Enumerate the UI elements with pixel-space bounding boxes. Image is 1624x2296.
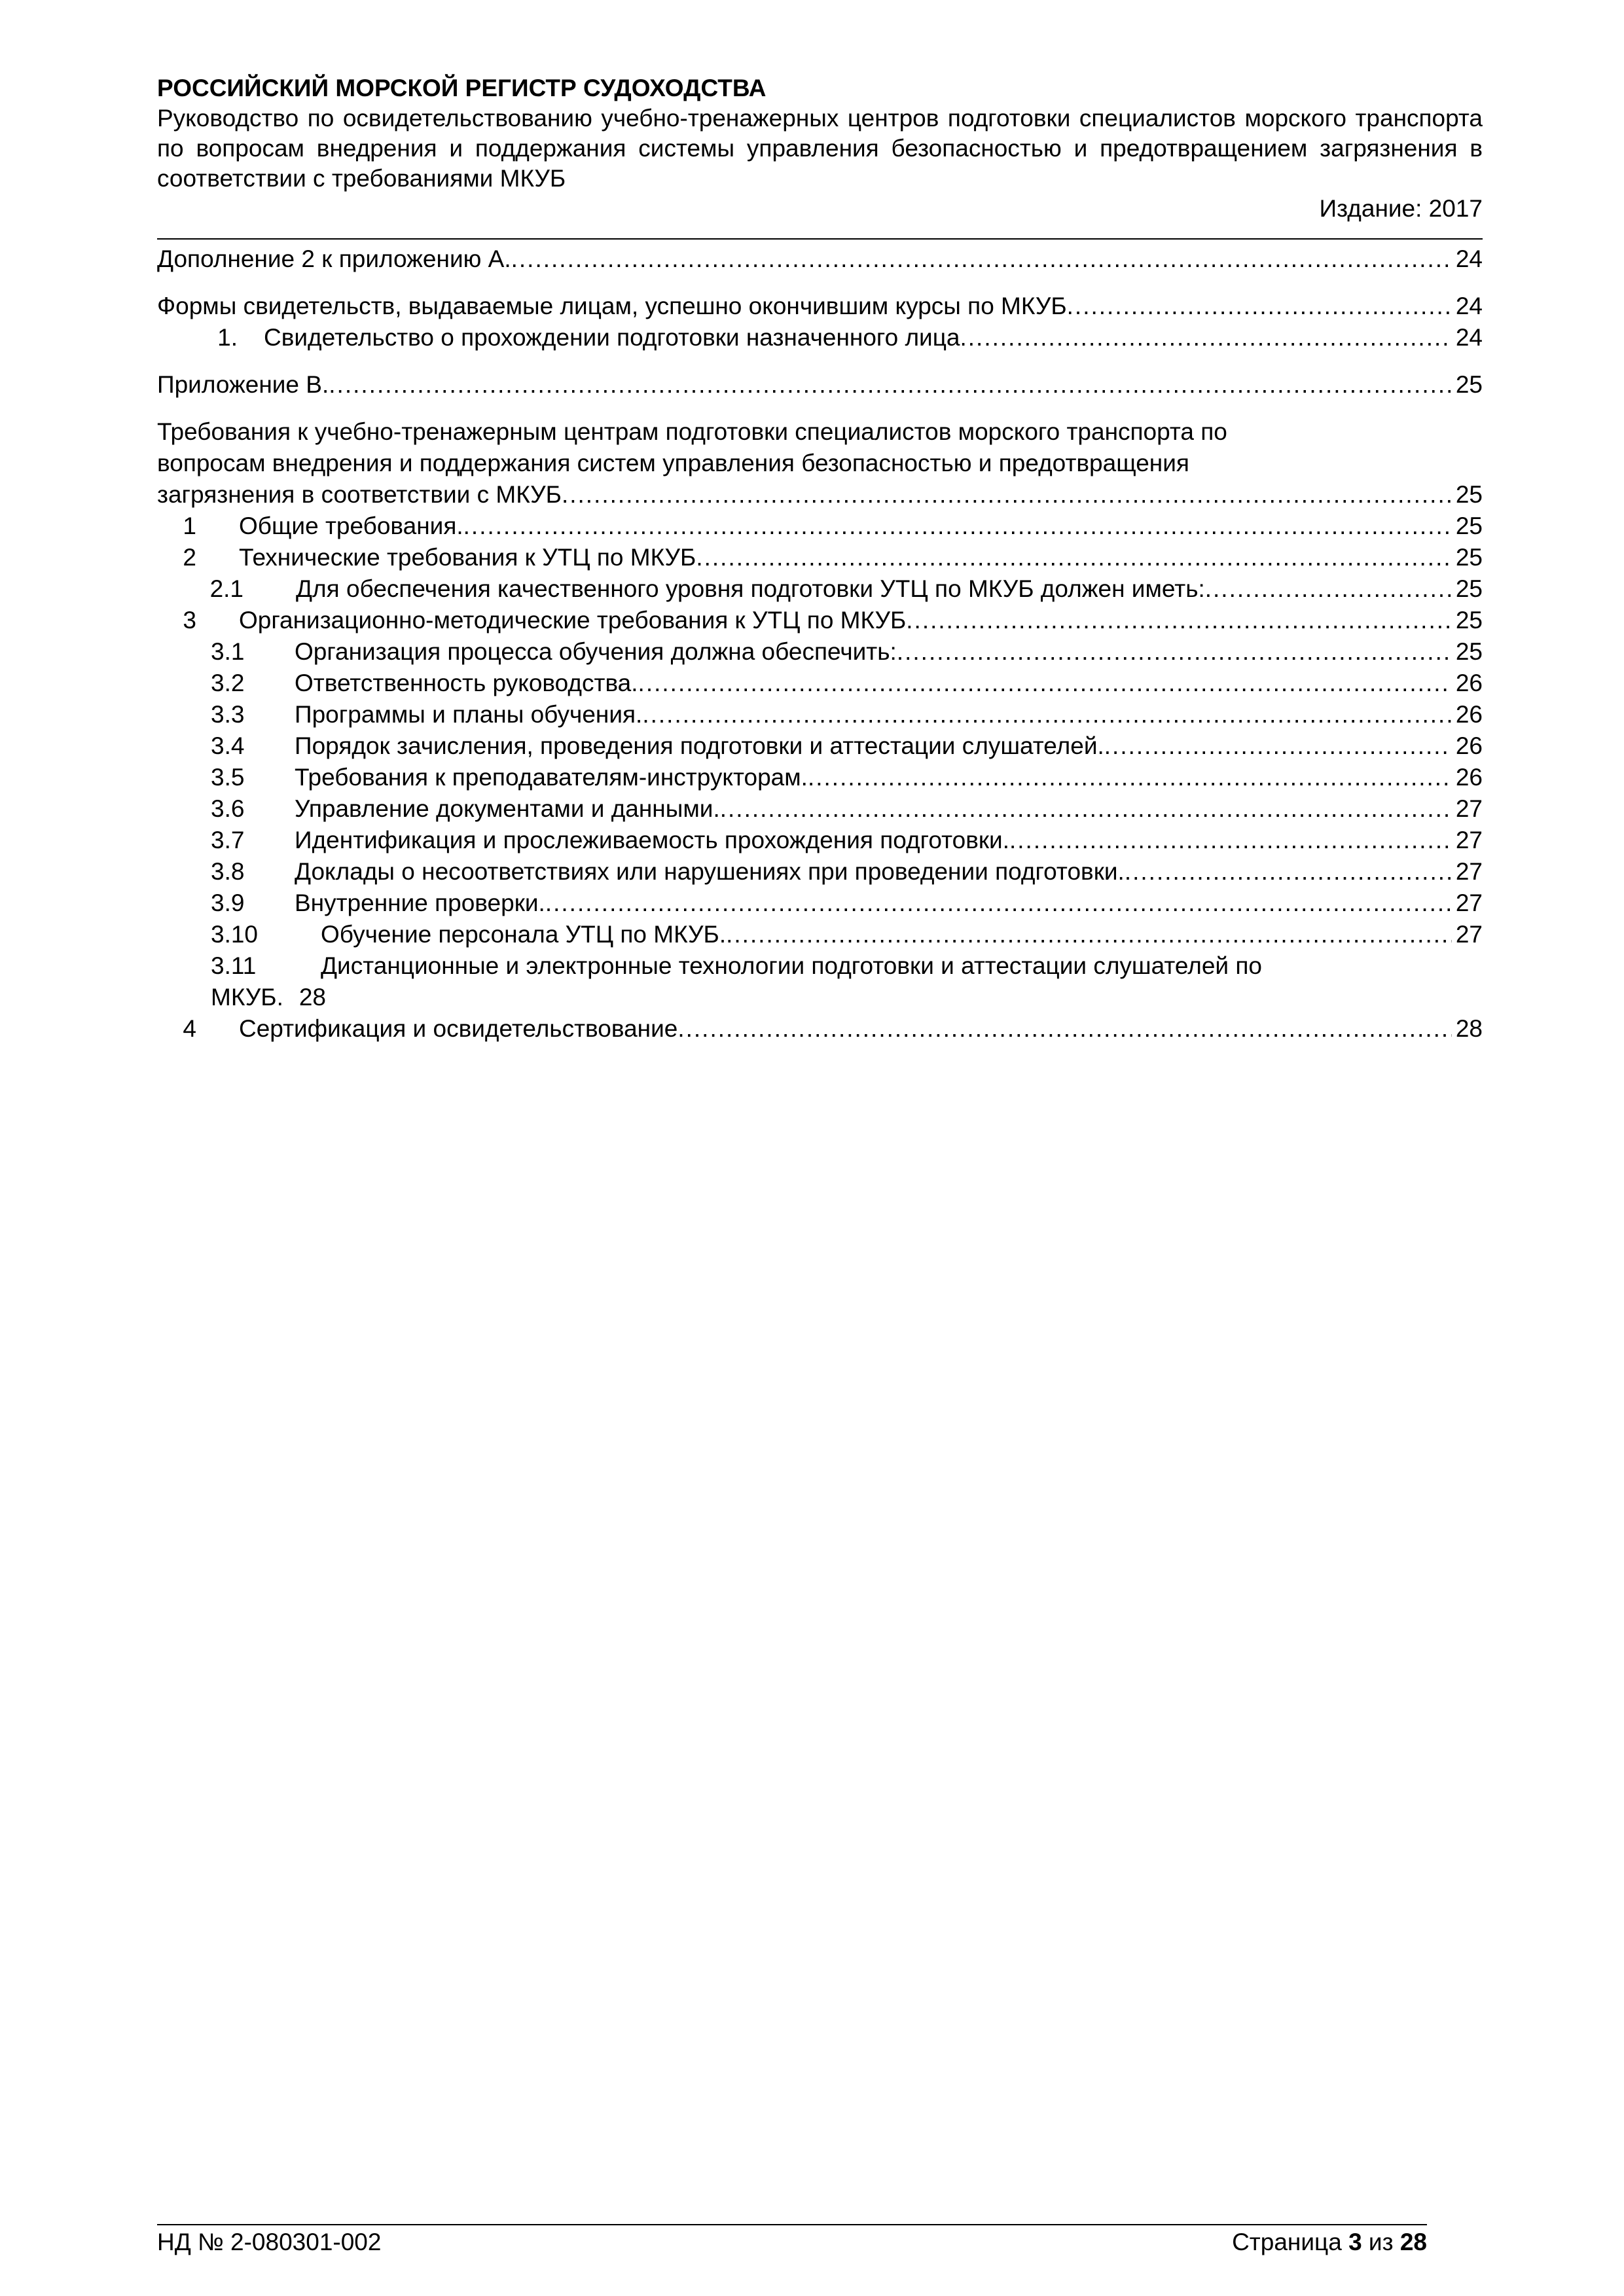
toc-entry-title: Требования к преподавателям-инструкторам. <box>295 764 808 791</box>
toc-entry-section-3[interactable] <box>157 605 1483 636</box>
toc-entry-title: Идентификация и прослеживаемость прохождения подготовки. <box>295 827 1009 853</box>
dot-leader <box>906 605 1452 636</box>
toc-entry-section-3-3[interactable] <box>157 699 1483 730</box>
toc-entry-title: Технические требования к УТЦ по МКУБ <box>239 544 696 571</box>
toc-entry-section-2-1[interactable] <box>157 573 1483 605</box>
toc-page-number: 25 <box>1455 544 1483 571</box>
toc-entry-title: Общие требования. <box>239 512 463 539</box>
toc-page-number: 25 <box>1455 607 1483 634</box>
toc-entry-title: Ответственность руководства. <box>295 670 638 696</box>
toc-page-number: 26 <box>1455 732 1483 759</box>
dot-leader <box>897 636 1452 668</box>
toc-entry-title: Доклады о несоответствиях или нарушениях при проведении подготовки. <box>295 858 1125 885</box>
toc-page-number: 27 <box>1455 827 1483 853</box>
toc-entry-title: МКУБ. <box>211 984 283 1011</box>
toc-page-number: 25 <box>1455 512 1483 539</box>
dot-leader <box>562 479 1452 511</box>
toc-page-number: 28 <box>1455 1015 1483 1042</box>
dot-leader <box>677 1013 1452 1045</box>
toc-page-number: 25 <box>1455 371 1483 398</box>
toc-page-number: 26 <box>1455 701 1483 728</box>
page-indicator <box>1232 2229 1427 2256</box>
edition-label: Издание: 2017 <box>1319 195 1483 222</box>
toc-entry-title: Порядок зачисления, проведения подготовки и аттестации слушателей. <box>295 732 1104 759</box>
dot-leader <box>463 511 1452 542</box>
dot-leader <box>329 369 1452 401</box>
toc-entry-section-3-7[interactable] <box>157 825 1483 856</box>
toc-entry-section-3-11[interactable] <box>157 950 1483 982</box>
toc-page-number: 24 <box>1455 324 1483 351</box>
toc-entry-section-4[interactable] <box>157 1013 1483 1045</box>
toc-entry-number: 4 <box>183 1015 196 1042</box>
dot-leader <box>960 322 1451 353</box>
toc-entry-number: 3.9 <box>211 889 245 916</box>
toc-entry-title: Управление документами и данными. <box>295 795 720 822</box>
dot-leader <box>1205 573 1452 605</box>
toc-entry-title: Свидетельство о прохождении подготовки назначенного лица <box>264 324 960 351</box>
toc-page-number: 27 <box>1455 921 1483 948</box>
page-prefix: Страница <box>1232 2229 1342 2255</box>
table-of-contents <box>157 243 1483 1045</box>
toc-page-number: 25 <box>1455 638 1483 665</box>
dot-leader <box>808 762 1452 793</box>
document-number: НД № 2-080301-002 <box>157 2229 382 2255</box>
dot-leader <box>1067 291 1452 322</box>
toc-entry-title: Организационно-методические требования к УТЦ по МКУБ <box>239 607 907 634</box>
toc-entry-title: Организация процесса обучения должна обеспечить: <box>295 638 897 665</box>
toc-entry-section-3-8[interactable] <box>157 856 1483 888</box>
toc-page-number: 25 <box>1455 481 1483 508</box>
toc-entry-number: 3 <box>183 607 196 634</box>
toc-entry-title: Приложение В. <box>157 371 329 398</box>
toc-entry-number: 3.3 <box>211 701 245 728</box>
toc-page-number: 28 <box>298 984 327 1011</box>
toc-page-number: 24 <box>1455 293 1483 319</box>
toc-entry-title: Внутренние проверки. <box>295 889 545 916</box>
toc-page-number: 27 <box>1455 858 1483 885</box>
toc-entry-number: 3.7 <box>211 827 245 853</box>
toc-entry-requirements-last-line[interactable] <box>157 479 1483 511</box>
dot-leader <box>545 888 1452 919</box>
dot-leader <box>696 542 1452 573</box>
toc-entry-forms[interactable] <box>157 291 1483 322</box>
dot-leader <box>720 793 1452 825</box>
dot-leader <box>638 668 1452 699</box>
toc-page-number: 24 <box>1455 245 1483 272</box>
toc-page-number: 26 <box>1455 670 1483 696</box>
toc-entry-supplement[interactable] <box>157 243 1483 275</box>
page-footer <box>157 2229 1427 2256</box>
total-pages: 28 <box>1399 2229 1427 2255</box>
toc-entry-section-3-1[interactable] <box>157 636 1483 668</box>
toc-entry-number: 3.2 <box>211 670 245 696</box>
toc-entry-title-line: Требования к учебно-тренажерным центрам подготовки специалистов морского транспорта по <box>157 418 1227 445</box>
toc-entry-title: Для обеспечения качественного уровня подготовки УТЦ по МКУБ должен иметь: <box>296 575 1205 602</box>
toc-entry-section-1[interactable] <box>157 511 1483 542</box>
header-divider <box>157 238 1483 240</box>
toc-entry-title: Программы и планы обучения. <box>295 701 643 728</box>
toc-entry-title: загрязнения в соответствии с МКУБ <box>157 481 562 508</box>
current-page: 3 <box>1348 2229 1362 2255</box>
organization-name: РОССИЙСКИЙ МОРСКОЙ РЕГИСТР СУДОХОДСТВА <box>157 75 767 101</box>
toc-entry-section-3-4[interactable] <box>157 730 1483 762</box>
toc-entry-number: 3.4 <box>211 732 245 759</box>
toc-entry-forms-1[interactable] <box>157 322 1483 353</box>
toc-entry-number: 1. <box>217 324 238 351</box>
toc-page-number: 27 <box>1455 889 1483 916</box>
dot-leader <box>642 699 1452 730</box>
toc-page-number: 26 <box>1455 764 1483 791</box>
toc-entry-number: 3.11 <box>211 952 257 979</box>
document-header <box>157 73 1483 224</box>
toc-entry-section-3-6[interactable] <box>157 793 1483 825</box>
dot-leader <box>726 919 1452 950</box>
toc-entry-section-3-10[interactable] <box>157 919 1483 950</box>
toc-entry-appendix-b[interactable] <box>157 369 1483 401</box>
toc-entry-number: 1 <box>183 512 196 539</box>
toc-entry-number: 2 <box>183 544 196 571</box>
toc-entry-title: Дистанционные и электронные технологии подготовки и аттестации слушателей по <box>321 952 1262 979</box>
document-subtitle: Руководство по освидетельствованию учебно-тренажерных центров подготовки специалистов морского транспорта по вопросам внедрения и поддержания системы управления безопасностью и предотвращением загрязнения в соответствии с требованиями МКУБ <box>157 105 1483 192</box>
toc-entry-section-3-9[interactable] <box>157 888 1483 919</box>
toc-entry-title: Сертификация и освидетельствование <box>239 1015 678 1042</box>
toc-entry-title: Дополнение 2 к приложению А. <box>157 245 511 272</box>
footer-divider <box>157 2224 1427 2225</box>
toc-page-number: 25 <box>1455 575 1483 602</box>
dot-leader <box>1009 825 1452 856</box>
toc-entry-number: 3.1 <box>211 638 245 665</box>
toc-entry-number: 3.8 <box>211 858 245 885</box>
toc-entry-section-3-2[interactable] <box>157 668 1483 699</box>
dot-leader <box>1104 730 1452 762</box>
dot-leader <box>1125 856 1452 888</box>
toc-entry-number: 2.1 <box>209 575 244 602</box>
dot-leader <box>511 243 1452 275</box>
page-of: из <box>1368 2229 1394 2255</box>
toc-entry-section-2[interactable] <box>157 542 1483 573</box>
toc-entry-number: 3.6 <box>211 795 245 822</box>
toc-entry-section-3-11-cont[interactable] <box>157 982 1483 1013</box>
toc-entry-title-line: вопросам внедрения и поддержания систем управления безопасностью и предотвращения <box>157 450 1189 476</box>
toc-page-number: 27 <box>1455 795 1483 822</box>
toc-entry-title: Формы свидетельств, выдаваемые лицам, успешно окончившим курсы по МКУБ <box>157 293 1067 319</box>
toc-entry-number: 3.5 <box>211 764 245 791</box>
toc-entry-number: 3.10 <box>211 921 259 948</box>
toc-entry-title: Обучение персонала УТЦ по МКУБ. <box>321 921 727 948</box>
toc-entry-requirements[interactable] <box>157 416 1483 479</box>
toc-entry-section-3-5[interactable] <box>157 762 1483 793</box>
